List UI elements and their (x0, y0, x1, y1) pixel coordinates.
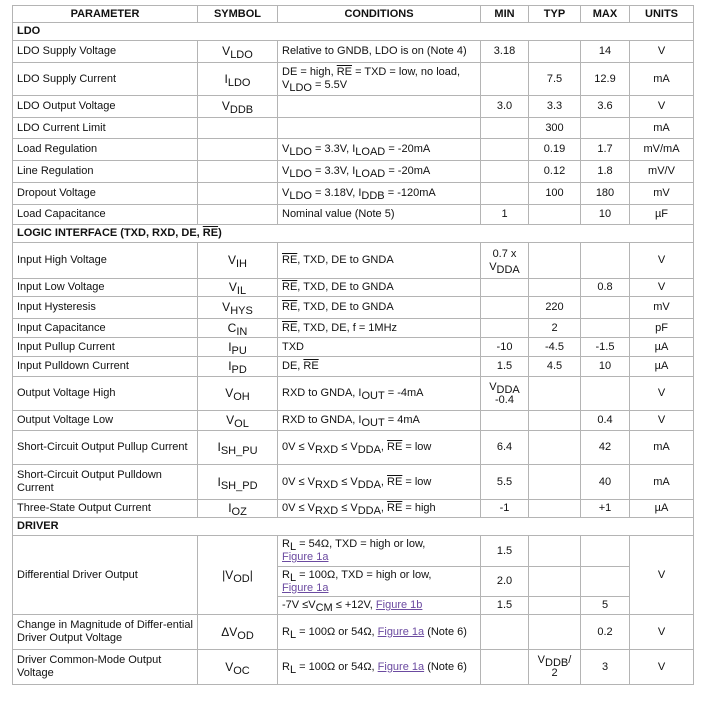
max-cell (581, 567, 630, 597)
min-cell (481, 161, 529, 183)
max-cell (581, 377, 630, 411)
typ-cell: $V_{DDB}/$ 2 (529, 650, 581, 685)
min-cell: 1 (481, 205, 529, 225)
table-row (13, 139, 694, 161)
units-cell: V (630, 279, 694, 297)
typ-cell: -4.5 (529, 338, 581, 357)
section-row-logic (13, 225, 694, 243)
conditions-cell: Relative to GNDB, LDO is on (Note 4) (278, 41, 481, 63)
param-cell: LDO Current Limit (13, 118, 198, 139)
figure-1a-link[interactable]: Figure 1a (377, 660, 425, 673)
units-cell: pF (630, 319, 694, 338)
conditions-cell: $0V \le V_{RXD} \le V_{DDA}$, $\overline{RE}$ = high (278, 500, 481, 518)
table-row (13, 96, 694, 118)
max-cell: 1.7 (581, 139, 630, 161)
units-cell: V (630, 411, 694, 431)
symbol-cell: $V_{OC}$ (198, 650, 278, 685)
symbol-cell: $V_{HYS}$ (198, 297, 278, 319)
symbol-cell: $C_{IN}$ (198, 319, 278, 338)
max-cell: 3 (581, 650, 630, 685)
figure-1a-link[interactable]: Figure 1a (377, 625, 425, 638)
max-cell: -1.5 (581, 338, 630, 357)
table-row (13, 243, 694, 279)
units-cell: mV/V (630, 161, 694, 183)
header-parameter: PARAMETER (13, 6, 198, 23)
max-cell: 0.8 (581, 279, 630, 297)
header-units: UNITS (630, 6, 694, 23)
min-cell (481, 411, 529, 431)
min-cell: 1.5 (481, 357, 529, 377)
table-row (13, 161, 694, 183)
min-cell: -1 (481, 500, 529, 518)
typ-cell (529, 431, 581, 465)
max-cell: 0.4 (581, 411, 630, 431)
conditions-cell: $0V \le V_{RXD} \le V_{DDA}$, $\overline{RE}$ = low (278, 465, 481, 500)
table-row (13, 338, 694, 357)
min-cell (481, 319, 529, 338)
section-title-driver: DRIVER (13, 518, 694, 536)
param-cell: Output Voltage Low (13, 411, 198, 431)
max-cell: 3.6 (581, 96, 630, 118)
symbol-cell: $\Delta V_{OD}$ (198, 615, 278, 650)
units-cell: µA (630, 500, 694, 518)
param-cell: Short-Circuit Output Pulldown Current (13, 465, 198, 500)
min-cell: -10 (481, 338, 529, 357)
param-cell: Input High Voltage (13, 243, 198, 279)
typ-cell (529, 243, 581, 279)
min-cell: 1.5 (481, 536, 529, 567)
param-cell: LDO Supply Current (13, 63, 198, 96)
symbol-cell: $I_{SH\_PU}$ (198, 431, 278, 465)
symbol-cell: $V_{OL}$ (198, 411, 278, 431)
units-cell: mV (630, 183, 694, 205)
param-cell: LDO Supply Voltage (13, 41, 198, 63)
typ-cell (529, 567, 581, 597)
min-cell: 1.5 (481, 597, 529, 615)
param-cell: Three-State Output Current (13, 500, 198, 518)
max-cell (581, 536, 630, 567)
max-cell: 40 (581, 465, 630, 500)
symbol-cell (198, 161, 278, 183)
table-row (13, 63, 694, 96)
param-cell: Short-Circuit Output Pullup Current (13, 431, 198, 465)
symbol-cell (198, 183, 278, 205)
max-cell: 1.8 (581, 161, 630, 183)
header-max: MAX (581, 6, 630, 23)
table-row (13, 319, 694, 338)
symbol-cell: $V_{DDB}$ (198, 96, 278, 118)
section-title-ldo: LDO (13, 23, 694, 41)
symbol-cell: $I_{PD}$ (198, 357, 278, 377)
conditions-cell: $V_{LDO} = 3.18V$, $I_{DDB} = -120mA$ (278, 183, 481, 205)
min-cell: 2.0 (481, 567, 529, 597)
units-cell: V (630, 41, 694, 63)
conditions-cell: Nominal value (Note 5) (278, 205, 481, 225)
min-cell (481, 183, 529, 205)
param-cell: Input Low Voltage (13, 279, 198, 297)
table-row (13, 411, 694, 431)
min-cell (481, 650, 529, 685)
conditions-cell: RXD to GNDA, $I_{OUT} = 4mA$ (278, 411, 481, 431)
table-row (13, 465, 694, 500)
conditions-cell: $R_L = 100\Omega$, TXD = high or low, Figure 1a (278, 567, 481, 597)
conditions-cell: $\overline{RE}$, TXD, DE to GNDA (278, 297, 481, 319)
conditions-cell: $0V \le V_{RXD} \le V_{DDA}$, $\overline{RE}$ = low (278, 431, 481, 465)
symbol-cell: $|V_{OD}|$ (198, 536, 278, 615)
units-cell: mV/mA (630, 139, 694, 161)
units-cell: V (630, 96, 694, 118)
header-conditions: CONDITIONS (278, 6, 481, 23)
max-cell: 5 (581, 597, 630, 615)
conditions-cell: RXD to GNDA, $I_{OUT} = -4mA$ (278, 377, 481, 411)
units-cell: V (630, 650, 694, 685)
header-row (13, 6, 694, 23)
max-cell (581, 243, 630, 279)
typ-cell (529, 500, 581, 518)
spec-table-container (12, 5, 694, 685)
conditions-cell: TXD (278, 338, 481, 357)
min-cell: 0.7 x $V_{DDA}$ (481, 243, 529, 279)
typ-cell (529, 279, 581, 297)
typ-cell (529, 205, 581, 225)
table-row (13, 615, 694, 650)
typ-cell: 4.5 (529, 357, 581, 377)
units-cell: V (630, 536, 694, 615)
param-cell: Input Pulldown Current (13, 357, 198, 377)
typ-cell: 2 (529, 319, 581, 338)
typ-cell (529, 41, 581, 63)
conditions-cell: $\overline{RE}$, TXD, DE to GNDA (278, 243, 481, 279)
symbol-cell: $V_{OH}$ (198, 377, 278, 411)
symbol-cell: $V_{LDO}$ (198, 41, 278, 63)
symbol-cell: $I_{OZ}$ (198, 500, 278, 518)
units-cell: mA (630, 118, 694, 139)
param-cell: LDO Output Voltage (13, 96, 198, 118)
figure-1b-link[interactable]: Figure 1b (375, 599, 423, 611)
param-cell: Output Voltage High (13, 377, 198, 411)
min-cell: 3.0 (481, 96, 529, 118)
max-cell: +1 (581, 500, 630, 518)
param-cell: Input Pullup Current (13, 338, 198, 357)
conditions-cell: DE, $\overline{RE}$ (278, 357, 481, 377)
param-cell: Dropout Voltage (13, 183, 198, 205)
max-cell: 12.9 (581, 63, 630, 96)
table-row (13, 500, 694, 518)
conditions-cell: $R_L = 100\Omega$ or 54Ω, Figure 1a (Note 6) (278, 650, 481, 685)
section-row-ldo (13, 23, 694, 41)
table-row (13, 118, 694, 139)
max-cell (581, 297, 630, 319)
max-cell: 0.2 (581, 615, 630, 650)
electrical-characteristics-table (12, 5, 694, 685)
units-cell: µA (630, 338, 694, 357)
max-cell: 14 (581, 41, 630, 63)
units-cell: mA (630, 63, 694, 96)
typ-cell (529, 377, 581, 411)
typ-cell (529, 597, 581, 615)
conditions-cell: $V_{LDO} = 3.3V$, $I_{LOAD} = -20mA$ (278, 139, 481, 161)
min-cell (481, 297, 529, 319)
table-row (13, 650, 694, 685)
max-cell (581, 118, 630, 139)
figure-1a-link[interactable]: Figure 1a (282, 551, 329, 563)
min-cell (481, 615, 529, 650)
units-cell: V (630, 243, 694, 279)
symbol-cell (198, 205, 278, 225)
symbol-cell (198, 139, 278, 161)
conditions-cell: $\overline{RE}$, TXD, DE to GNDA (278, 279, 481, 297)
table-row (13, 431, 694, 465)
param-cell: Differential Driver Output (13, 536, 198, 615)
header-symbol: SYMBOL (198, 6, 278, 23)
units-cell: V (630, 377, 694, 411)
units-cell: µA (630, 357, 694, 377)
max-cell: 10 (581, 357, 630, 377)
typ-cell: 7.5 (529, 63, 581, 96)
min-cell: 3.18 (481, 41, 529, 63)
typ-cell: 300 (529, 118, 581, 139)
typ-cell (529, 465, 581, 500)
max-cell (581, 319, 630, 338)
symbol-cell: $I_{PU}$ (198, 338, 278, 357)
table-row (13, 183, 694, 205)
symbol-cell (198, 118, 278, 139)
typ-cell: 220 (529, 297, 581, 319)
header-typ: TYP (529, 6, 581, 23)
symbol-cell: $I_{SH\_PD}$ (198, 465, 278, 500)
typ-cell (529, 411, 581, 431)
min-cell (481, 279, 529, 297)
symbol-cell: $I_{LDO}$ (198, 63, 278, 96)
min-cell (481, 118, 529, 139)
table-row (13, 297, 694, 319)
table-row (13, 41, 694, 63)
table-row (13, 357, 694, 377)
units-cell: V (630, 615, 694, 650)
param-cell: Line Regulation (13, 161, 198, 183)
table-row (13, 279, 694, 297)
param-cell: Load Capacitance (13, 205, 198, 225)
section-title-logic: LOGIC INTERFACE (TXD, RXD, DE, $\overline{RE}$) (13, 225, 694, 243)
param-cell: Load Regulation (13, 139, 198, 161)
typ-cell (529, 615, 581, 650)
param-cell: Input Capacitance (13, 319, 198, 338)
section-row-driver (13, 518, 694, 536)
conditions-cell: DE = high, $\overline{RE}$ = TXD = low, no load, $V_{LDO} = 5.5V$ (278, 63, 481, 96)
symbol-cell: $V_{IL}$ (198, 279, 278, 297)
max-cell: 180 (581, 183, 630, 205)
typ-cell: 0.12 (529, 161, 581, 183)
typ-cell: 0.19 (529, 139, 581, 161)
max-cell: 42 (581, 431, 630, 465)
min-cell (481, 139, 529, 161)
header-min: MIN (481, 6, 529, 23)
conditions-cell: $\overline{RE}$, TXD, DE, f = 1MHz (278, 319, 481, 338)
table-row (13, 536, 694, 567)
param-cell: Input Hysteresis (13, 297, 198, 319)
typ-cell: 100 (529, 183, 581, 205)
param-cell: Change in Magnitude of Differ-ential Driver Output Voltage (13, 615, 198, 650)
min-cell: 5.5 (481, 465, 529, 500)
param-cell: Driver Common-Mode Output Voltage (13, 650, 198, 685)
symbol-cell: $V_{IH}$ (198, 243, 278, 279)
typ-cell (529, 536, 581, 567)
units-cell: mA (630, 431, 694, 465)
units-cell: mA (630, 465, 694, 500)
conditions-cell: $-7V \le V_{CM} \le +12V$, Figure 1b (278, 597, 481, 615)
typ-cell: 3.3 (529, 96, 581, 118)
max-cell: 10 (581, 205, 630, 225)
conditions-cell (278, 118, 481, 139)
min-cell (481, 63, 529, 96)
figure-1a-link[interactable]: Figure 1a (282, 581, 329, 594)
conditions-cell: $R_L = 100\Omega$ or 54Ω, Figure 1a (Note 6) (278, 615, 481, 650)
min-cell: $V_{DDA}$ -0.4 (481, 377, 529, 411)
conditions-cell: $R_L = 54\Omega$, TXD = high or low, Figure 1a (278, 536, 481, 567)
conditions-cell (278, 96, 481, 118)
min-cell: 6.4 (481, 431, 529, 465)
units-cell: µF (630, 205, 694, 225)
units-cell: mV (630, 297, 694, 319)
conditions-cell: $V_{LDO} = 3.3V$, $I_{LOAD} = -20mA$ (278, 161, 481, 183)
table-row (13, 205, 694, 225)
table-row (13, 377, 694, 411)
